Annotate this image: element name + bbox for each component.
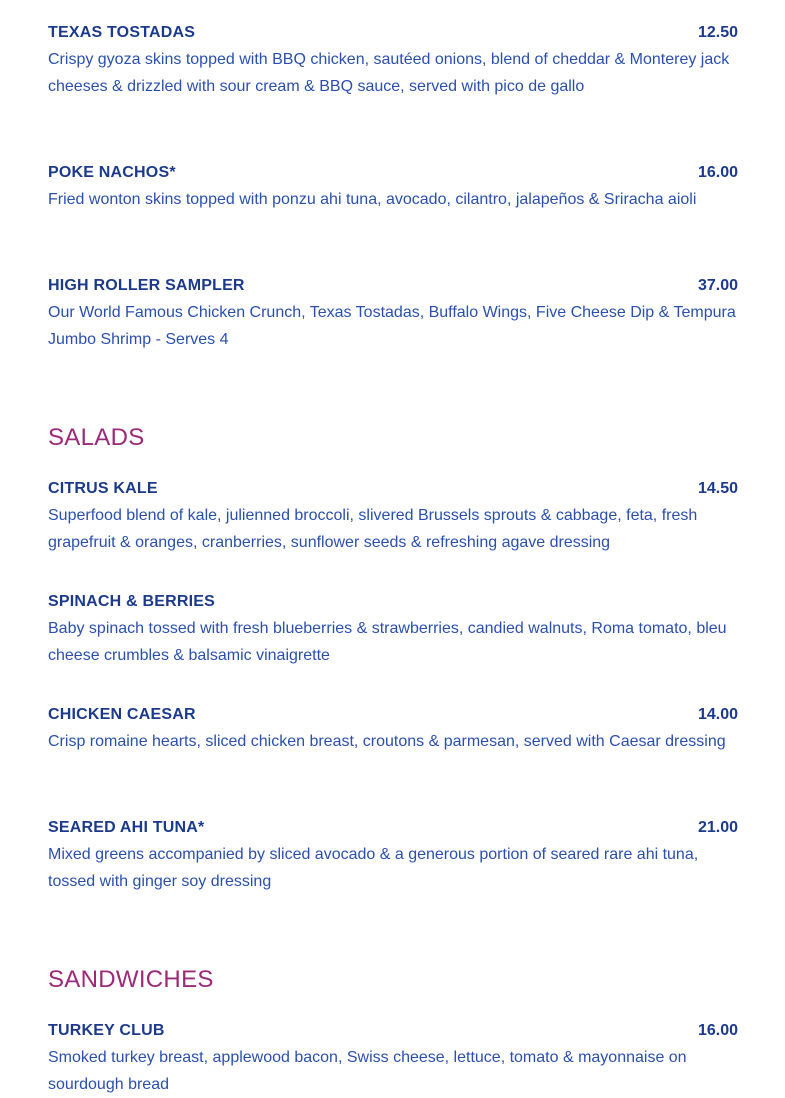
menu-item-price: 14.00	[697, 706, 738, 723]
menu-item-header	[48, 588, 738, 615]
menu-item-name: SPINACH & BERRIES	[48, 593, 215, 610]
menu-item-header	[48, 1017, 738, 1044]
menu-item-turkey-club	[48, 1017, 738, 1098]
menu-item-name: CHICKEN CAESAR	[48, 706, 196, 723]
menu-item-seared-ahi-tuna	[48, 814, 738, 895]
menu-item-description: Baby spinach tossed with fresh blueberries & strawberries, candied walnuts, Roma tomato, bleu cheese crumbles & balsamic vinaigrette	[48, 620, 727, 664]
menu-item-name: CITRUS KALE	[48, 480, 158, 497]
menu-item-description: Mixed greens accompanied by sliced avocado & a generous portion of seared rare ahi tuna, tossed with ginger soy dressing	[48, 846, 699, 890]
menu-item-name: POKE NACHOS*	[48, 164, 176, 181]
menu-item-spinach-berries	[48, 588, 738, 669]
menu-item-name: TEXAS TOSTADAS	[48, 24, 196, 41]
menu-item-header	[48, 475, 738, 502]
menu-item-description: Our World Famous Chicken Crunch, Texas Tostadas, Buffalo Wings, Five Cheese Dip & Tempura Jumbo Shrimp - Serves 4	[48, 304, 736, 348]
menu-item-price: 12.50	[697, 24, 738, 41]
menu-item-name: TURKEY CLUB	[48, 1022, 165, 1039]
menu-item-header	[48, 19, 738, 46]
menu-item-header	[48, 272, 738, 299]
menu-item-description: Crisp romaine hearts, sliced chicken breast, croutons & parmesan, served with Caesar dressing	[48, 733, 726, 750]
section-title-salads: SALADS	[48, 424, 145, 451]
menu-item-description: Crispy gyoza skins topped with BBQ chicken, sautéed onions, blend of cheddar & Monterey jack cheeses & drizzled with sour cream & BBQ sauce, served with pico de gallo	[48, 51, 730, 95]
menu-item-price: 16.00	[697, 1022, 738, 1039]
menu-item-header	[48, 701, 738, 728]
menu-item-chicken-caesar	[48, 701, 738, 755]
menu-item-price: 14.50	[697, 480, 738, 497]
menu-item-description: Superfood blend of kale, julienned broccoli, slivered Brussels sprouts & cabbage, feta, fresh grapefruit & oranges, cranberries, sunflower seeds & refreshing agave dressing	[48, 507, 698, 551]
menu-item-high-roller-sampler	[48, 272, 738, 353]
menu-item-header	[48, 814, 738, 841]
menu-item-name: SEARED AHI TUNA*	[48, 819, 205, 836]
section-title-sandwiches: SANDWICHES	[48, 966, 214, 993]
menu-item-poke-nachos	[48, 159, 738, 213]
menu-item-price: 21.00	[697, 819, 738, 836]
menu-item-description: Smoked turkey breast, applewood bacon, Swiss cheese, lettuce, tomato & mayonnaise on sourdough bread	[48, 1049, 687, 1093]
menu-item-header	[48, 159, 738, 186]
menu-item-description: Fried wonton skins topped with ponzu ahi tuna, avocado, cilantro, jalapeños & Sriracha aioli	[48, 191, 697, 208]
menu-item-price: 16.00	[697, 164, 738, 181]
menu-item-name: HIGH ROLLER SAMPLER	[48, 277, 245, 294]
menu-item-citrus-kale	[48, 475, 738, 556]
menu-item-price: 37.00	[697, 277, 738, 294]
menu-item-texas-tostadas	[48, 19, 738, 100]
